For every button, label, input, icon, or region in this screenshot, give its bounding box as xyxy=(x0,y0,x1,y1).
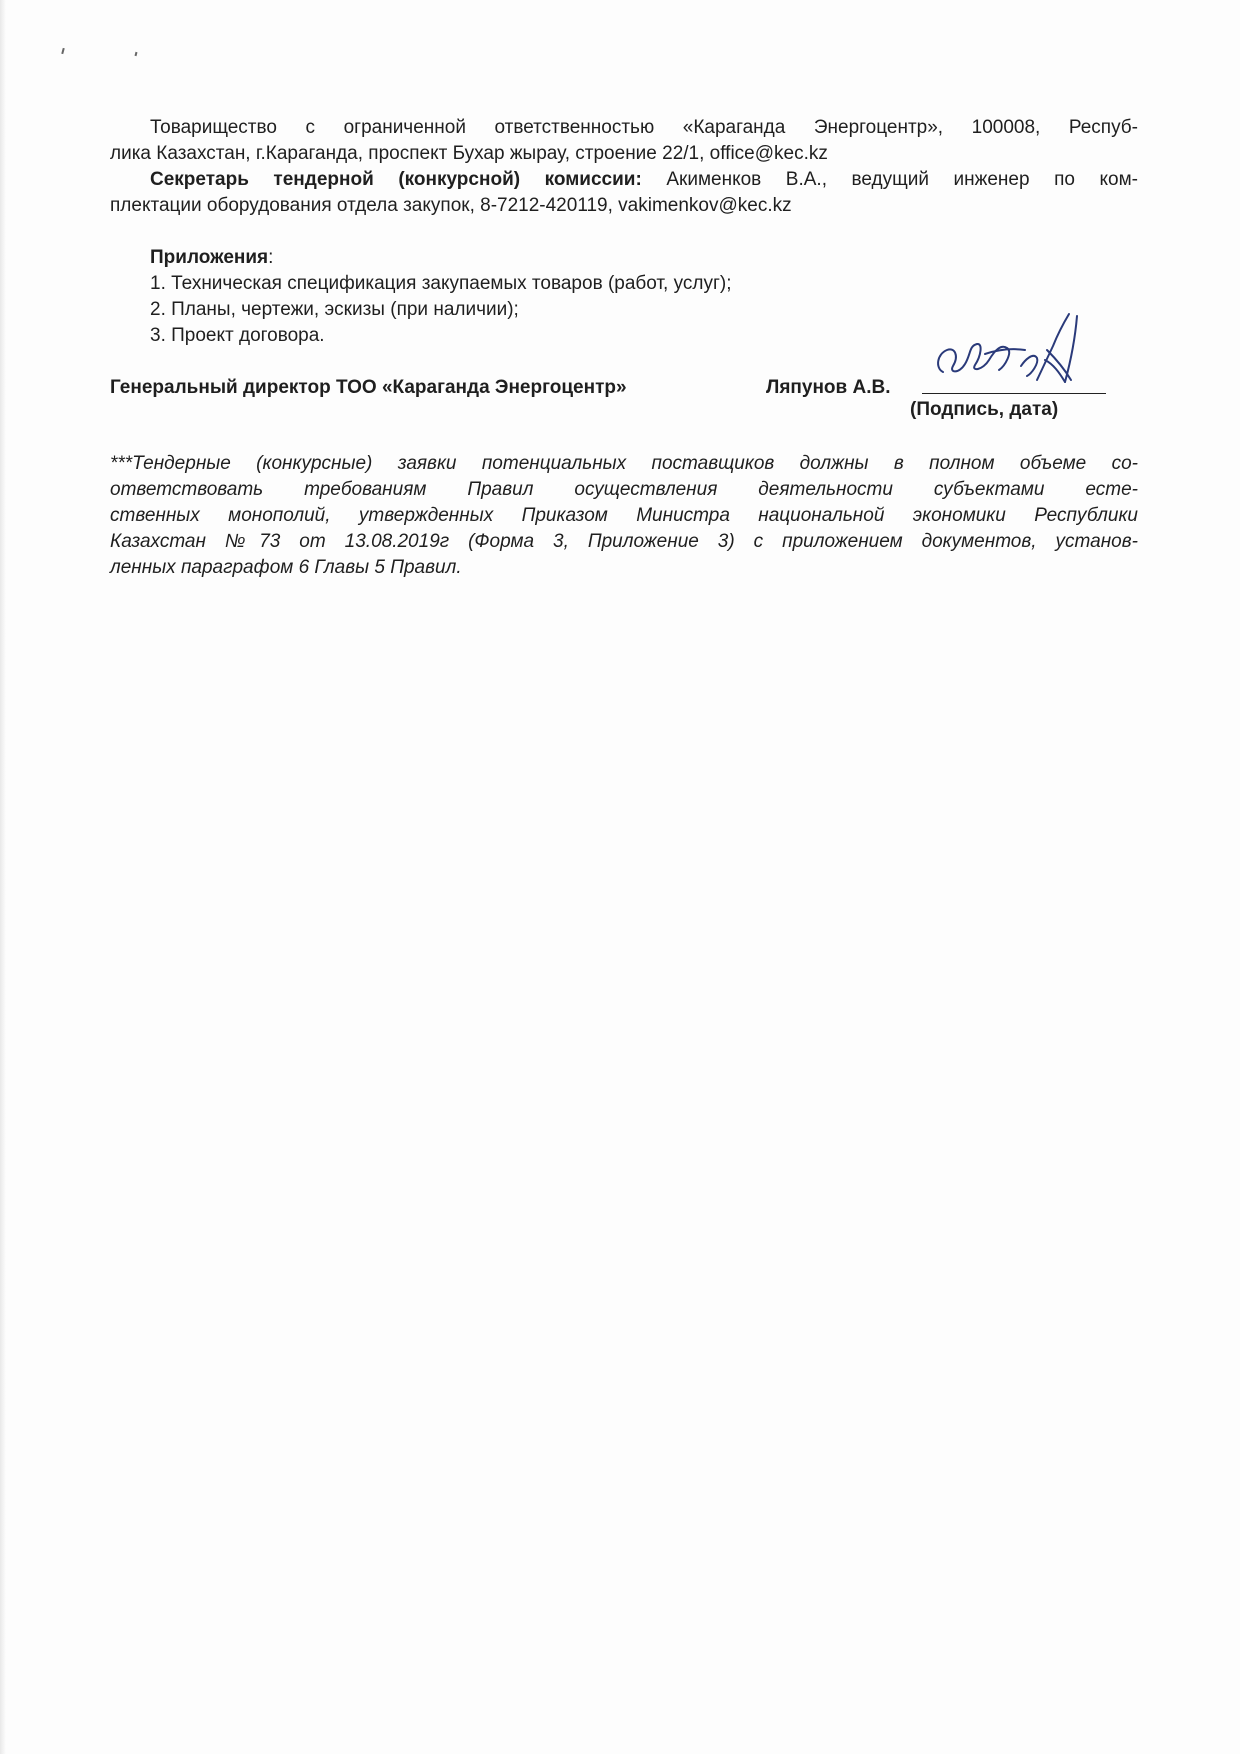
secretary-line-1 xyxy=(150,168,1138,192)
org-line-1: Товарищество с ограниченной ответственностью «Караганда Энергоцентр», 100008, Респуб- xyxy=(150,117,1138,138)
footnote-line: ленных параграфом 6 Главы 5 Правил. xyxy=(110,557,462,578)
attachment-item: 2. Планы, чертежи, эскизы (при наличии); xyxy=(150,299,519,320)
attachment-item: 3. Проект договора. xyxy=(150,325,325,346)
footnote-line: ответствовать требованиям Правил осуществления деятельности субъектами есте- xyxy=(110,479,1138,500)
signature-caption: (Подпись, дата) xyxy=(910,399,1059,420)
handwritten-signature xyxy=(925,310,1105,410)
footnote-line: Казахстан №73 от 13.08.2019г (Форма 3, Приложение 3) с приложением документов, установ- xyxy=(110,531,1138,552)
attachments-heading: Приложения xyxy=(150,247,269,268)
attachment-item: 1. Техническая спецификация закупаемых товаров (работ, услуг); xyxy=(150,273,732,294)
secretary-label: Секретарь тендерной (конкурсной) комиссии: xyxy=(150,169,642,190)
scan-speck xyxy=(135,52,138,56)
scan-speck xyxy=(61,48,64,54)
director-name: Ляпунов А.В. xyxy=(766,377,891,398)
footnote-line: ***Тендерные (конкурсные) заявки потенциальных поставщиков должны в полном объеме со- xyxy=(110,453,1138,474)
secretary-line-2: плектации оборудования отдела закупок, 8-7212-420119, vakimenkov@kec.kz xyxy=(110,195,792,216)
org-line-2: лика Казахстан, г.Караганда, проспект Бухар жырау, строение 22/1, office@kec.kz xyxy=(110,143,828,164)
director-title: Генеральный директор ТОО «Караганда Энергоцентр» xyxy=(110,377,627,398)
attachments-colon: : xyxy=(268,247,274,268)
attachments-heading-line xyxy=(150,246,273,270)
footnote-line: ственных монополий, утвержденных Приказом Министра национальной экономики Республики xyxy=(110,505,1138,526)
scan-edge xyxy=(0,0,6,1754)
secretary-text-1: Акименков В.А., ведущий инженер по ком- xyxy=(666,169,1138,190)
